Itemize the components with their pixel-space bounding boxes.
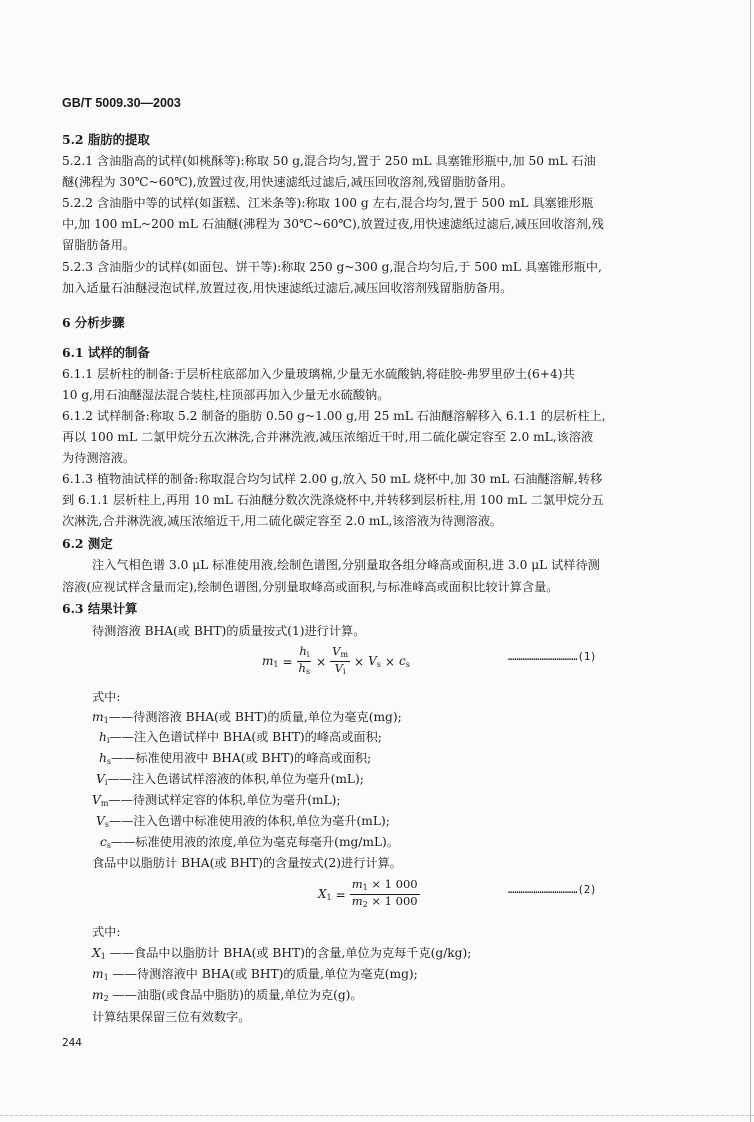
def-m1: $m_1——$待测溶液 BHA(或 BHT)的质量,单位为毫克(mg); (92, 710, 402, 725)
def-m1-2: $m_1$ ——待测溶液中 BHA(或 BHT)的质量,单位为毫克(mg); (92, 967, 418, 982)
para-6-1-3-line1: 6.1.3 植物油试样的制备:称取混合均匀试样 2.00 g,放入 50 mL 烧杯中,加 30 mL 石油醚溶解,转移 (62, 472, 603, 486)
section-6-2-title: 6.2 测定 (62, 536, 113, 551)
formula-2-number: ……………………………(2) (508, 884, 597, 896)
para-result-precision: 计算结果保留三位有效数字。 (92, 1010, 251, 1024)
para-6-1-2-line1: 6.1.2 试样制备:称取 5.2 制备的脂肪 0.50 g~1.00 g,用 25 mL 石油醚溶解移入 6.1.1 的层析柱上, (62, 409, 606, 423)
para-6-3-intro: 待测溶液 BHA(或 BHT)的质量按式(1)进行计算。 (92, 624, 366, 638)
para-5-2-3-line2: 加入适量石油醚浸泡试样,放置过夜,用快速滤纸过滤后,减压回收溶剂残留脂肪备用。 (62, 281, 513, 295)
scan-edge (750, 0, 751, 1122)
def-hi: $h_i——$注入色谱试样中 BHA(或 BHT)的峰高或面积; (99, 730, 382, 745)
para-5-2-2-line1: 5.2.2 含油脂中等的试样(如蛋糕、江米条等):称取 100 g 左右,混合均匀,置于 500 mL 具塞锥形瓶 (62, 196, 594, 210)
standard-code: GB/T 5009.30—2003 (62, 96, 181, 110)
page-number: 244 (62, 1036, 82, 1049)
para-formula-2-intro: 食品中以脂肪计 BHA(或 BHT)的含量按式(2)进行计算。 (92, 856, 402, 870)
scan-bottom-edge (0, 1115, 754, 1116)
def-vs: $V_s——$注入色谱中标准使用液的体积,单位为毫升(mL); (96, 814, 390, 829)
para-6-1-3-line2: 到 6.1.1 层析柱上,再用 10 mL 石油醚分数次洗涤烧杯中,并转移到层析柱,用 100 mL 二氯甲烷分五 (62, 493, 604, 507)
def-x1: $X_1$ ——食品中以脂肪计 BHA(或 BHT)的含量,单位为克每千克(g/kg); (92, 946, 472, 961)
para-6-2-line2: 溶液(应视试样含量而定),绘制色谱图,分别量取峰高或面积,与标准峰高或面积比较计算含量。 (62, 580, 559, 594)
formula-1: $m_1$ = $\frac{h_i}{h_s}$ × $\frac{V_m}{V_i}$ × $V_s$ × $c_s$ (262, 644, 410, 676)
para-6-1-1-line2: 10 g,用石油醚湿法混合装柱,柱顶部再加入少量无水硫酸钠。 (62, 388, 390, 402)
formula-1-number: ……………………………(1) (508, 651, 597, 663)
def-vi: $V_i——$注入色谱试样溶液的体积,单位为毫升(mL); (96, 772, 364, 787)
para-6-1-2-line2: 再以 100 mL 二氯甲烷分五次淋洗,合并淋洗液,减压浓缩近干时,用二硫化碳定容至 2.0 mL,该溶液 (62, 430, 594, 444)
para-6-1-2-line3: 为待测溶液。 (62, 451, 136, 465)
para-6-1-1-line1: 6.1.1 层析柱的制备:于层析柱底部加入少量玻璃棉,少量无水硫酸钠,将硅胶-弗罗里矽土(6+4)共 (62, 367, 575, 381)
para-5-2-1-line1: 5.2.1 含油脂高的试样(如桃酥等):称取 50 g,混合均匀,置于 250 mL 具塞锥形瓶中,加 50 mL 石油 (62, 154, 596, 168)
def-vm: $V_m——$待测试样定容的体积,单位为毫升(mL); (92, 793, 341, 808)
formula-2-fraction: $\frac{m_1 \times 1 000}{m_2 \times 1 000}$ (351, 877, 418, 909)
para-5-2-1-line2: 醚(沸程为 30℃~60℃),放置过夜,用快速滤纸过滤后,减压回收溶剂,残留脂肪备用。 (62, 175, 513, 189)
section-5-2-title: 5.2 脂肪的提取 (62, 132, 150, 147)
formula-2: $X_1$ = $\frac{m_1 \times 1 000}{m_2 \times 1 000}$ (318, 877, 418, 909)
para-6-1-3-line3: 次淋洗,合并淋洗液,减压浓缩近干,用二硫化碳定容至 2.0 mL,该溶液为待测溶液。 (62, 514, 503, 528)
where-1-label: 式中: (92, 690, 121, 704)
def-m2: $m_2$ ——油脂(或食品中脂肪)的质量,单位为克(g)。 (92, 988, 363, 1003)
section-6-3-title: 6.3 结果计算 (62, 601, 138, 616)
def-cs: $c_s——$标准使用液的浓度,单位为毫克每毫升(mg/mL)。 (100, 835, 399, 850)
formula-1-fraction-h: $\frac{h_i}{h_s}$ (298, 644, 311, 676)
para-5-2-3-line1: 5.2.3 含油脂少的试样(如面包、饼干等):称取 250 g~300 g,混合均匀后,于 500 mL 具塞锥形瓶中, (62, 260, 602, 274)
where-2-label: 式中: (92, 925, 121, 939)
section-6-title: 6 分析步骤 (62, 315, 125, 330)
section-6-1-title: 6.1 试样的制备 (62, 345, 150, 360)
para-5-2-2-line2: 中,加 100 mL~200 mL 石油醚(沸程为 30℃~60℃),放置过夜,用快速滤纸过滤后,减压回收溶剂,残 (62, 217, 604, 231)
formula-1-fraction-v: $\frac{V_m}{V_i}$ (332, 644, 349, 676)
def-hs: $h_s——$标准使用液中 BHA(或 BHT)的峰高或面积; (99, 751, 372, 766)
para-6-2-line1: 注入气相色谱 3.0 μL 标准使用液,绘制色谱图,分别量取各组分峰高或面积,进 3.0 μL 试样待测 (92, 558, 600, 572)
para-5-2-2-line3: 留脂肪备用。 (62, 238, 136, 252)
